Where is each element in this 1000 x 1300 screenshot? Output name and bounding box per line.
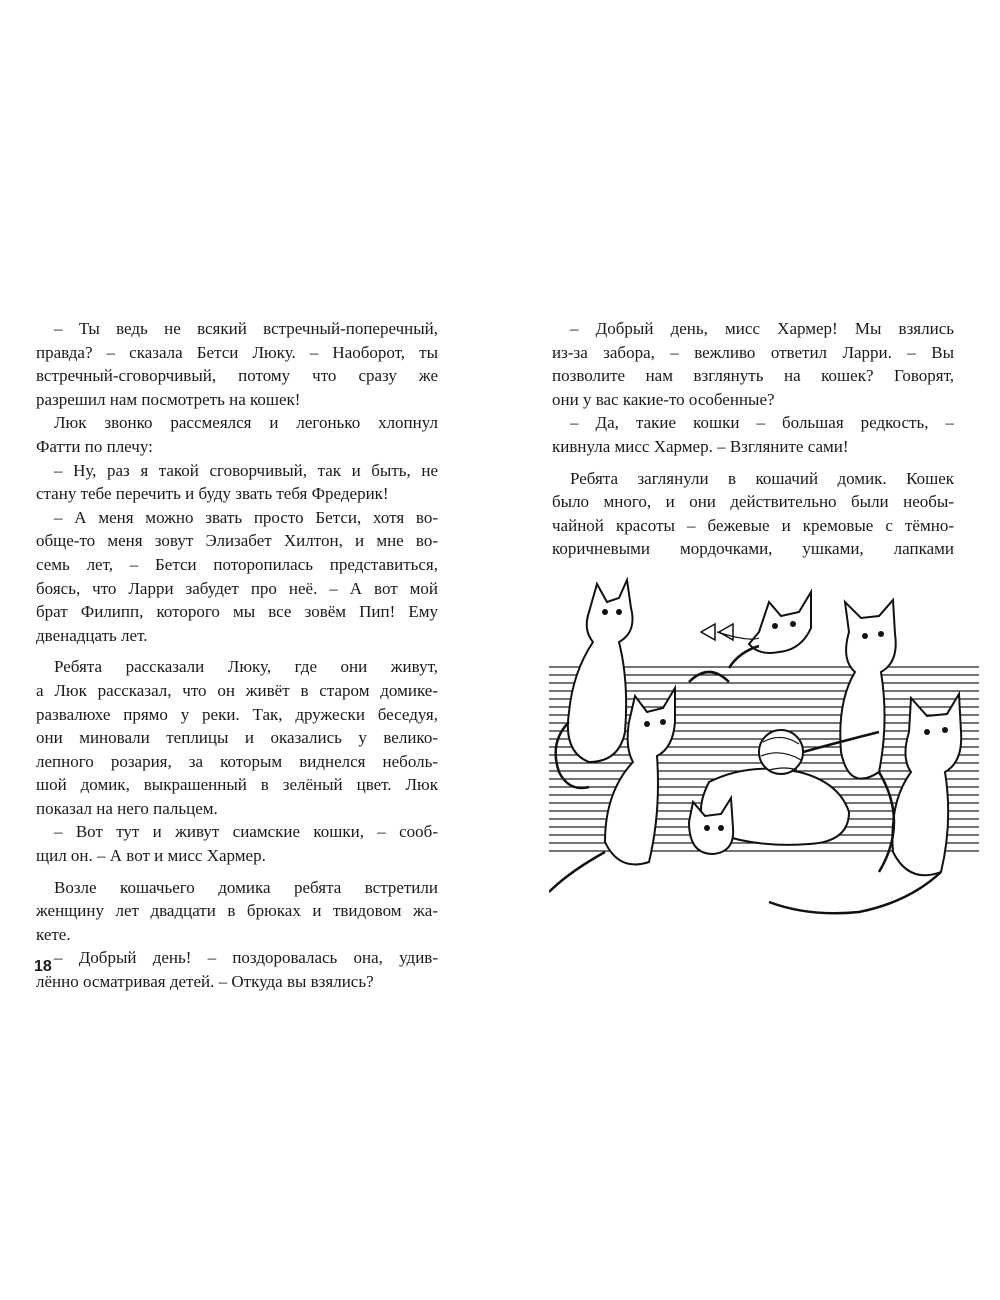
text-line: – Ты ведь не всякий встречный-поперечный,	[54, 319, 438, 338]
text-line: – Ну, раз я такой сговорчивый, так и быть, не	[54, 460, 438, 480]
text-line: правда? – сказала Бетси Люку. – Наоборот, ты	[36, 342, 438, 362]
cats-illustration	[549, 572, 979, 922]
text-line: брат Филипп, которого мы все зовём Пип! Ему	[36, 602, 438, 622]
text-line: – Добрый день, мисс Хармер! Мы взялись	[570, 319, 954, 338]
text-line: а Люк рассказал, что он живёт в старом домике-	[36, 680, 438, 700]
text-line: разрешил нам посмотреть на кошек!	[36, 389, 301, 409]
text-line: женщину лет двадцати в брюках и твидовом жа-	[36, 901, 438, 921]
text-line: встречный-сговорчивый, потому что сразу же	[36, 366, 438, 386]
text-line: – Да, такие кошки – большая редкость, –	[570, 413, 954, 433]
text-line: кивнула мисс Хармер. – Взгляните сами!	[552, 436, 849, 456]
text-line: показал на него пальцем.	[36, 798, 218, 818]
text-line: Ребята рассказали Люку, где они живут,	[54, 657, 438, 677]
text-line: шой домик, выкрашенный в зелёный цвет. Люк	[36, 775, 438, 795]
text-line: они миновали теплицы и оказались у велико-	[36, 728, 438, 748]
text-line: Возле кошачьего домика ребята встретили	[54, 877, 438, 897]
text-line: Фатти по плечу:	[36, 436, 153, 456]
text-line: позволите нам взглянуть на кошек? Говорят,	[552, 366, 954, 386]
text-line: чайной красоты – бежевые и кремовые с тёмно-	[552, 515, 954, 535]
page-number: 18	[34, 958, 52, 975]
text-line: – Вот тут и живут сиамские кошки, – сооб-	[54, 822, 438, 842]
text-line: обще-то меня зовут Элизабет Хилтон, и мне во-	[36, 531, 438, 551]
right-page-text	[552, 317, 954, 561]
text-line: они у вас какие-то особенные?	[552, 389, 775, 409]
text-line: кете.	[36, 924, 71, 944]
text-line: семь лет, – Бетси поторопилась представиться,	[36, 554, 438, 574]
text-line: щил он. – А вот и мисс Хармер.	[36, 846, 266, 866]
text-line: лепного розария, за которым виднелся неболь-	[36, 751, 438, 771]
text-line: Люк звонко рассмеялся и легонько хлопнул	[54, 413, 438, 433]
text-line: было много, и они действительно были необы-	[552, 492, 954, 512]
text-line: стану тебе перечить и буду звать тебя Фредерик!	[36, 484, 389, 504]
text-line: двенадцать лет.	[36, 625, 148, 645]
text-line: – Добрый день! – поздоровалась она, удив-	[54, 948, 438, 968]
text-line: Ребята заглянули в кошачий домик. Кошек	[570, 468, 954, 488]
text-line: – А меня можно звать просто Бетси, хотя во-	[54, 507, 438, 527]
text-line: коричневыми мордочками, ушками, лапками	[552, 539, 954, 559]
left-page-text	[36, 317, 438, 994]
text-line: боясь, что Ларри забудет про неё. – А вот мой	[36, 578, 438, 598]
text-line: лённо осматривая детей. – Откуда вы взялись?	[36, 972, 374, 992]
text-line: из-за забора, – вежливо ответил Ларри. – Вы	[552, 342, 954, 362]
text-line: развалюхе прямо у реки. Так, дружески беседуя,	[36, 704, 438, 724]
